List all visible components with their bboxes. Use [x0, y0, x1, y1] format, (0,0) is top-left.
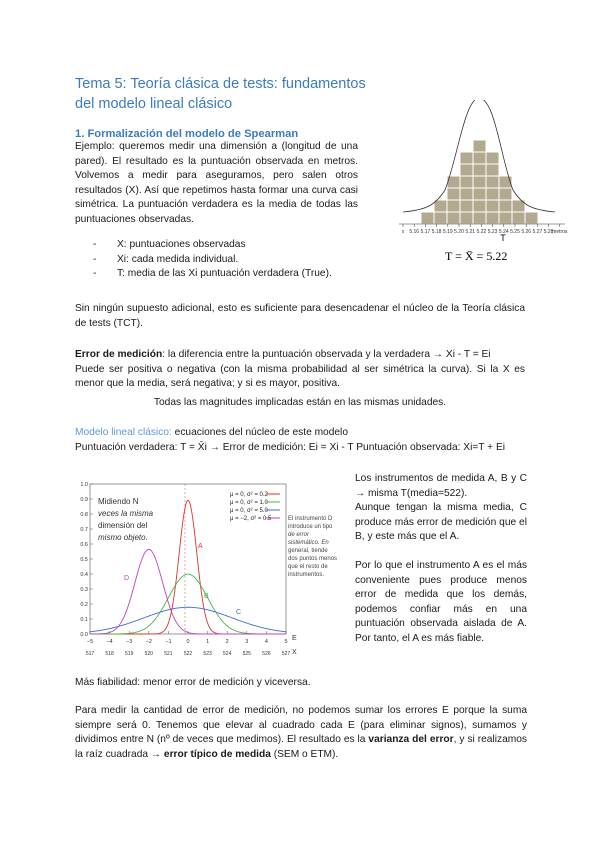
histogram-box — [447, 212, 460, 224]
curve-label-b: B — [204, 593, 209, 600]
reliability-note: Más fiabilidad: menor error de medición y viceversa. — [75, 677, 311, 688]
text-part: (SEM o ETM). — [270, 748, 339, 760]
tick-label: 1 — [206, 639, 210, 645]
tick-label: 5.27 — [532, 229, 543, 235]
histogram-box — [460, 164, 473, 176]
curve-label-a: A — [198, 543, 203, 550]
normal-distribution-figure — [80, 470, 350, 660]
intro-paragraph: Ejemplo: queremos medir una dimensión a (longitud de una pared). El resultado es la puntuación observada en metros. Volvemos a medir para aseguramos, pero salen otros resultados (X). Así que repetimos hasta formar una curva casi simétrica. La puntuación verdadera es la media de todas las puntuaciones observadas. — [75, 141, 358, 225]
tick-label: −2 — [145, 639, 152, 645]
tick-label: 1.0 — [80, 482, 88, 488]
instrument-comparison — [355, 472, 527, 647]
tick-label: 0.6 — [80, 542, 88, 548]
tick-label: metros — [552, 229, 568, 235]
tick-label: 0.3 — [80, 587, 88, 593]
tct-paragraph: Sin ningún supuesto adicional, esto es suficiente para desencadenar el núcleo de la Teoría clásica de tests (TCT). — [75, 303, 525, 329]
text-part: Para medir la cantidad de error de medición, no podemos sumar los errores E porque la suma siempre será 0. Tenemos que elevar al cuadrado cada E (para eliminar signos), sumamos y dividimos entre N (nº de veces que medimos). El resultado es la — [75, 705, 527, 746]
histogram-box — [499, 188, 512, 200]
tick-label: 0.7 — [80, 527, 88, 533]
midiendo-note — [98, 497, 154, 542]
tick-label: −4 — [106, 639, 113, 645]
curve-d — [90, 549, 286, 634]
curve-label-c: C — [236, 609, 242, 616]
tick-label: 0.5 — [80, 557, 88, 563]
histogram-box — [473, 200, 486, 212]
legend-entry: μ = 0, σ² = 0.2 — [230, 492, 268, 498]
tick-label: 0 — [186, 639, 190, 645]
x-axis-ticks — [86, 631, 291, 657]
error-term: Error de medición — [75, 349, 163, 360]
list-item: - X: puntuaciones observadas — [75, 238, 358, 253]
tick-label: x — [401, 229, 405, 235]
note-line: sistemático. En — [288, 540, 329, 546]
tick-label-secondary: 519 — [125, 651, 134, 657]
note-line: instrumentos. — [288, 572, 325, 578]
tick-label: −3 — [126, 639, 133, 645]
note-line: Midiendo N — [98, 497, 139, 506]
histogram-boxes — [421, 140, 538, 224]
tick-label: −1 — [165, 639, 172, 645]
note-line: dimensión del — [98, 521, 148, 530]
tick-label: 5.16 — [409, 229, 420, 235]
error-variance-paragraph — [75, 704, 527, 762]
units-note: Todas las magnitudes implicadas están en las mismas unidades. — [153, 397, 447, 408]
tick-label: 5.28 — [543, 229, 554, 235]
tick-label-secondary: 525 — [242, 651, 251, 657]
histogram-box — [447, 188, 460, 200]
list-item: - Xi: cada medida individual. — [75, 253, 358, 268]
histogram-box — [486, 212, 499, 224]
histogram-box — [486, 164, 499, 176]
histogram-box — [434, 212, 447, 224]
legend-entry: μ = 0, σ² = 5.0 — [230, 508, 268, 514]
histogram-box — [460, 176, 473, 188]
tick-label: 5.24 — [498, 229, 509, 235]
formula: T = X̄ = 5.22 — [445, 249, 508, 263]
modelo-label-rest: ecuaciones del núcleo de este modelo — [171, 427, 348, 438]
histogram-box — [460, 152, 473, 164]
histogram-box — [447, 200, 460, 212]
tick-label: 0.1 — [80, 617, 88, 623]
error-definition — [75, 348, 525, 392]
histogram-box — [486, 188, 499, 200]
legend-entry: μ = 0, σ² = 1.0 — [230, 500, 268, 506]
plot-frame — [90, 484, 286, 634]
t-label: T — [500, 233, 506, 243]
note-line: introduce un tipo — [288, 524, 333, 530]
y-axis-ticks — [80, 482, 93, 638]
legend — [230, 492, 280, 522]
tick-label: 5.26 — [521, 229, 532, 235]
comparison-p1: Los instrumentos de medida A, B y C → misma T(media=522). — [355, 473, 527, 499]
tick-label: 0.9 — [80, 497, 88, 503]
error-line-2: Puede ser positiva o negativa (con la misma probabilidad al ser simétrica la curva). Si la X es menor que la media, será negativa; y si es mayor, positiva. — [75, 363, 525, 390]
tick-label-secondary: 517 — [85, 651, 95, 657]
histogram-box — [473, 188, 486, 200]
tick-label: 0.4 — [80, 572, 88, 578]
tick-label-secondary: 520 — [144, 651, 153, 657]
histogram-box — [473, 164, 486, 176]
histogram-box — [473, 212, 486, 224]
tick-label: 5.18 — [431, 229, 442, 235]
tick-label-secondary: 518 — [105, 651, 114, 657]
note-line: general, tiende — [288, 548, 328, 554]
histogram-box — [421, 212, 434, 224]
histogram-box — [499, 212, 512, 224]
modelo-lineal — [75, 426, 525, 455]
tick-label-secondary: 522 — [183, 651, 193, 657]
histogram-box — [486, 176, 499, 188]
tick-label: 5.22 — [476, 229, 487, 235]
tick-label: 5.17 — [420, 229, 431, 235]
tick-label: 5.23 — [487, 229, 498, 235]
note-line: veces la misma — [98, 509, 154, 518]
modelo-label: Modelo lineal clásico: — [75, 427, 172, 438]
list-item: - T: media de las Xi puntuación verdadera (True). — [75, 267, 358, 282]
histogram-box — [473, 152, 486, 164]
note-line: de error — [288, 532, 310, 538]
comparison-p3: Por lo que el instrumento A es el más conveniente pues produce menos error de medida que los demás, podemos confiar más en una puntuación observada aislada de A. Por tanto, el A es más fiable. — [355, 559, 527, 644]
axis-label-x: X — [292, 649, 297, 656]
note-line: dos puntos menos — [288, 556, 338, 562]
tick-label-secondary: 524 — [223, 651, 232, 657]
curve-labels — [124, 543, 241, 616]
histogram-box — [460, 200, 473, 212]
histogram-box — [473, 176, 486, 188]
note-line: El instrumento D — [288, 516, 333, 522]
tick-label: 4 — [264, 639, 268, 645]
histogram-box — [473, 140, 486, 152]
term-error-tipico: error típico de medida — [163, 748, 271, 760]
error-rest: : la diferencia entre la puntuación observada y la verdadera → Xi - T = Ei — [162, 349, 491, 360]
tick-label: 5.20 — [454, 229, 464, 235]
histogram-box — [499, 200, 512, 212]
histogram-box — [512, 212, 525, 224]
histogram-box — [525, 212, 538, 224]
comparison-p2: Aunque tengan la misma media, C produce más error de medición que el B, y este más que el A. — [355, 502, 527, 543]
page-title: Tema 5: Teoría clásica de tests: fundamentos del modelo lineal clásico — [75, 76, 366, 112]
histogram-box — [486, 200, 499, 212]
tick-label: −5 — [86, 639, 94, 645]
x-axis-ticks — [402, 224, 568, 235]
tick-label: 0.8 — [80, 512, 88, 518]
term-varianza: varianza del error — [368, 734, 454, 746]
text-part: , y si realizamos la raíz cuadrada → — [75, 734, 528, 760]
curve-label-d: D — [124, 575, 130, 582]
histogram-box — [434, 200, 447, 212]
histogram-box — [486, 152, 499, 164]
curve-c — [90, 607, 286, 632]
tick-label: 0.2 — [80, 602, 88, 608]
tick-label: 3 — [245, 639, 249, 645]
equations-line: Puntuación verdadera: T = X̄i → Error de medición: Ei = Xi - T Puntuación observada: Xi=T + Ei — [75, 441, 505, 453]
tick-label: 5 — [284, 639, 288, 645]
note-line: que el resto de — [288, 564, 328, 570]
histogram-box — [460, 188, 473, 200]
tick-label-secondary: 523 — [203, 651, 212, 657]
section-heading: 1. Formalización del modelo de Spearman — [75, 128, 299, 140]
tick-label: 5.19 — [442, 229, 453, 235]
note-line: mismo objeto. — [98, 533, 148, 542]
instrument-note — [288, 516, 337, 578]
legend-entry: μ = −2, σ² = 0.5 — [230, 516, 272, 522]
histogram-box — [460, 212, 473, 224]
tick-label-secondary: 526 — [262, 651, 271, 657]
axis-label-e: E — [292, 635, 297, 642]
tick-label-secondary: 521 — [164, 651, 173, 657]
tick-label-secondary: 527 — [281, 651, 291, 657]
bullet-list — [75, 238, 358, 282]
tick-label: 0.0 — [80, 632, 88, 638]
tick-label: 2 — [225, 639, 229, 645]
tick-label: 5.25 — [510, 229, 520, 235]
histogram-figure — [395, 100, 595, 270]
tick-label: 5.21 — [465, 229, 476, 235]
